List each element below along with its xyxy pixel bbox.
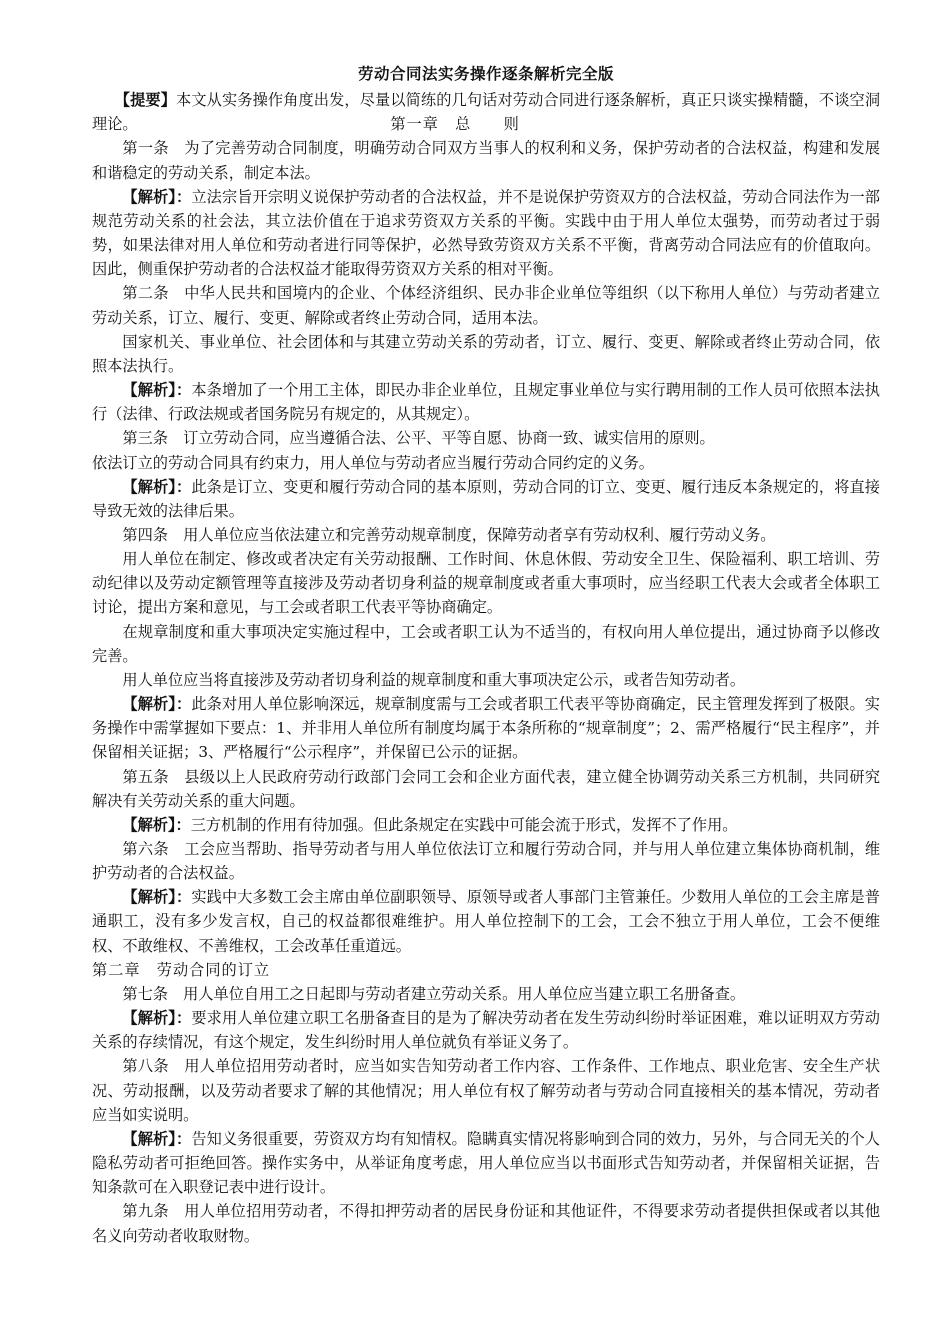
analysis-label: 【解析】：: [122, 1129, 192, 1148]
article-6: 第六条 工会应当帮助、指导劳动者与用人单位依法订立和履行劳动合同，并与用人单位建立集体协商机制，维护劳动者的合法权益。: [92, 840, 880, 883]
chapter-1-heading: 第一章 总 则: [390, 115, 520, 134]
article-9: 第九条 用人单位招用劳动者，不得扣押劳动者的居民身份证和其他证件，不得要求劳动者提供担保或者以其他名义向劳动者收取财物。: [92, 1202, 880, 1245]
analysis-label: 【解析】：: [122, 187, 192, 206]
article-4-analysis: 【解析】：此条对用人单位影响深远，规章制度需与工会或者职工代表平等协商确定，民主管理发挥到了极限。实务操作中需掌握如下要点：1、并非用人单位所有制度均属于本条所称的“规章制度”；2、需严格履行“民主程序”，并保留相关证据；3、严格履行“公示程序”，并保留已公示的证据。: [92, 695, 880, 762]
article-1: 第一条 为了完善劳动合同制度，明确劳动合同双方当事人的权利和义务，保护劳动者的合法权益，构建和发展和谐稳定的劳动关系，制定本法。: [92, 139, 880, 182]
document-title: 劳动合同法实务操作逐条解析完全版: [357, 64, 614, 83]
abstract-paragraph: [92, 88, 880, 136]
article-4-para-2: 用人单位在制定、修改或者决定有关劳动报酬、工作时间、休息休假、劳动安全卫生、保险福利、职工培训、劳动纪律以及劳动定额管理等直接涉及劳动者切身利益的规章制度或者重大事项时，应当经职工代表大会或者全体职工讨论，提出方案和意见，与工会或者职工代表平等协商确定。: [92, 550, 880, 617]
article-8: 第八条 用人单位招用劳动者时，应当如实告知劳动者工作内容、工作条件、工作地点、职业危害、安全生产状况、劳动报酬，以及劳动者要求了解的其他情况；用人单位有权了解劳动者与劳动合同直接相关的基本情况，劳动者应当如实说明。: [92, 1057, 880, 1124]
abstract-text: 本文从实务操作角度出发，尽量以简练的几句话对劳动合同进行逐条解析，真正只谈实操精髓，不谈空洞理论。: [92, 91, 881, 134]
article-7-analysis: 【解析】：要求用人单位建立职工名册备查目的是为了解决劳动者在发生劳动纠纷时举证困难，难以证明双方劳动关系的存续情况，有这个规定，发生纠纷时用人单位就负有举证义务了。: [92, 1009, 880, 1052]
article-1-analysis: 【解析】：立法宗旨开宗明义说保护劳动者的合法权益，并不是说保护劳资双方的合法权益，劳动合同法作为一部规范劳动关系的社会法，其立法价值在于追求劳资双方关系的平衡。实践中由于用人单位太强势，而劳动者过于弱势，如果法律对用人单位和劳动者进行同等保护，必然导致劳资双方关系不平衡，背离劳动合同法应有的价值取向。因此，侧重保护劳动者的合法权益才能取得劳资双方关系的相对平衡。: [92, 187, 880, 279]
chapter-2-heading: 第二章 劳动合同的订立: [92, 960, 271, 979]
analysis-label: 【解析】：: [122, 1009, 192, 1028]
article-4: 第四条 用人单位应当依法建立和完善劳动规章制度，保障劳动者享有劳动权利、履行劳动义务。: [122, 525, 776, 544]
article-3-analysis: 【解析】：此条是订立、变更和履行劳动合同的基本原则，劳动合同的订立、变更、履行违反本条规定的，将直接导致无效的法律后果。: [92, 477, 880, 520]
article-2-para-2: 国家机关、事业单位、社会团体和与其建立劳动关系的劳动者，订立、履行、变更、解除或者终止劳动合同，依照本法执行。: [92, 332, 880, 375]
article-2: 第二条 中华人民共和国境内的企业、个体经济组织、民办非企业单位等组织（以下称用人单位）与劳动者建立劳动关系，订立、履行、变更、解除或者终止劳动合同，适用本法。: [92, 284, 880, 327]
analysis-label: 【解析】：: [122, 477, 192, 496]
article-5: 第五条 县级以上人民政府劳动行政部门会同工会和企业方面代表，建立健全协调劳动关系三方机制，共同研究解决有关劳动关系的重大问题。: [92, 767, 880, 810]
article-4-para-4: 用人单位应当将直接涉及劳动者切身利益的规章制度和重大事项决定公示，或者告知劳动者。: [122, 670, 746, 689]
article-3-para-2: 依法订立的劳动合同具有约束力，用人单位与劳动者应当履行劳动合同约定的义务。: [92, 453, 654, 472]
analysis-label: 【解析】：: [122, 815, 191, 834]
article-3: 第三条 订立劳动合同，应当遵循合法、公平、平等自愿、协商一致、诚实信用的原则。: [122, 429, 715, 448]
abstract-label: 【提要】: [114, 91, 177, 110]
article-5-analysis: 【解析】：三方机制的作用有待加强。但此条规定在实践中可能会流于形式，发挥不了作用。: [122, 815, 738, 834]
article-2-analysis: 【解析】：本条增加了一个用工主体，即民办非企业单位，且规定事业单位与实行聘用制的工作人员可依照本法执行（法律、行政法规或者国务院另有规定的，从其规定）。: [92, 381, 880, 424]
analysis-label: 【解析】：: [122, 381, 192, 400]
article-4-para-3: 在规章制度和重大事项决定实施过程中，工会或者职工认为不适当的，有权向用人单位提出，通过协商予以修改完善。: [92, 622, 880, 665]
article-6-analysis: 【解析】：实践中大多数工会主席由单位副职领导、原领导或者人事部门主管兼任。少数用人单位的工会主席是普通职工，没有多少发言权，自己的权益都很难维护。用人单位控制下的工会，工会不独立于用人单位，工会不便维权、不敢维权、不善维权，工会改革任重道远。: [92, 888, 880, 955]
article-8-analysis: 【解析】：告知义务很重要，劳资双方均有知情权。隐瞒真实情况将影响到合同的效力，另外，与合同无关的个人隐私劳动者可拒绝回答。操作实务中，从举证角度考虑，用人单位应当以书面形式告知劳动者，并保留相关证据，告知条款可在入职登记表中进行设计。: [92, 1129, 880, 1197]
article-7: 第七条 用人单位自用工之日起即与劳动者建立劳动关系。用人单位应当建立职工名册备查。: [122, 984, 746, 1003]
analysis-label: 【解析】：: [122, 695, 192, 714]
analysis-label: 【解析】：: [122, 888, 192, 907]
